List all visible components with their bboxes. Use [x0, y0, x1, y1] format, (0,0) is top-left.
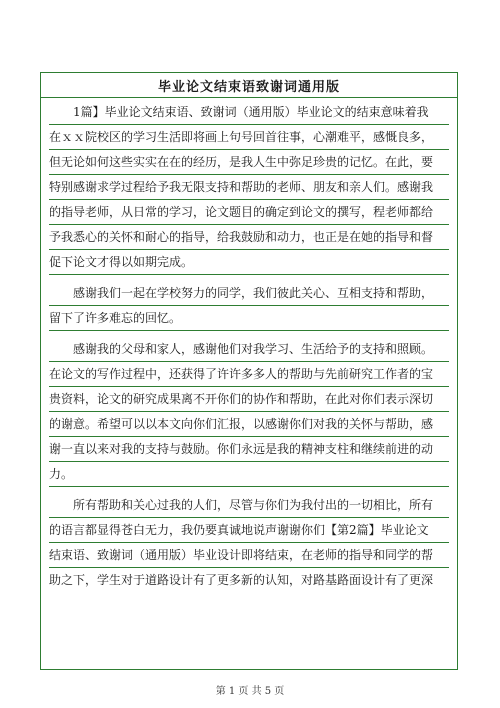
text-line: 在论文的写作过程中，还获得了许许多多人的帮助与先前研究工作者的宝: [49, 362, 449, 387]
text-line: 感谢我的父母和家人，感谢他们对我学习、生活给予的支持和照顾。: [49, 337, 449, 362]
text-line: 促下论文才得以如期完成。: [49, 250, 449, 275]
paragraph-3: [49, 337, 449, 362]
text-line: 贵资料，论文的研究成果离不开你们的协作和帮助，在此对你们表示深切: [49, 387, 449, 412]
text-line: 所有帮助和关心过我的人们，尽管与你们为我付出的一切相比，所有: [49, 493, 449, 518]
text-line: 特别感谢求学过程给予我无限支持和帮助的老师、朋友和亲人们。感谢我: [49, 175, 449, 200]
text-line: 在ｘｘ院校区的学习生活即将画上句号回首往事，心潮难平，感慨良多，: [49, 125, 449, 150]
page-number: 第 1 页 共 5 页: [215, 686, 285, 697]
paragraph-1: [49, 100, 449, 275]
document-title: 毕业论文结束语致谢词通用版: [41, 73, 457, 98]
text-line: 力。: [49, 462, 449, 487]
text-line: 留下了许多难忘的回忆。: [49, 306, 449, 331]
text-line: 感谢我们一起在学校努力的同学，我们彼此关心、互相支持和帮助，: [49, 281, 449, 306]
text-line: 谢一直以来对我的支持与鼓励。你们永远是我的精神支柱和继续前进的动: [49, 437, 449, 462]
text-line: 1篇】毕业论文结束语、致谢词（通用版）毕业论文的结束意味着我: [49, 100, 449, 125]
text-line: 助之下，学生对于道路设计有了更多新的认知，对路基路面设计有了更深: [49, 573, 434, 587]
text-line: 的谢意。希望可以以本文向你们汇报，以感谢你们对我的关怀与帮助，感: [49, 412, 449, 437]
text-line: 的语言都显得苍白无力，我仍要真诚地说声谢谢你们【第2篇】毕业论文: [49, 518, 449, 543]
document-table: [40, 72, 458, 670]
text-line: 的指导老师，从日常的学习，论文题目的确定到论文的撰写，程老师都给: [49, 200, 449, 225]
text-line: 结束语、致谢词（通用版）毕业设计即将结束，在老师的指导和同学的帮: [49, 543, 449, 568]
document-body: [41, 98, 457, 592]
paragraph-4: [49, 362, 449, 487]
paragraph-5: [49, 493, 449, 592]
paragraph-2: [49, 281, 449, 331]
text-line: 予我悉心的关怀和耐心的指导，给我鼓励和动力，也正是在她的指导和督: [49, 225, 449, 250]
text-line: 但无论如何这些实实在在的经历，是我人生中弥足珍贵的记忆。在此，要: [49, 150, 449, 175]
